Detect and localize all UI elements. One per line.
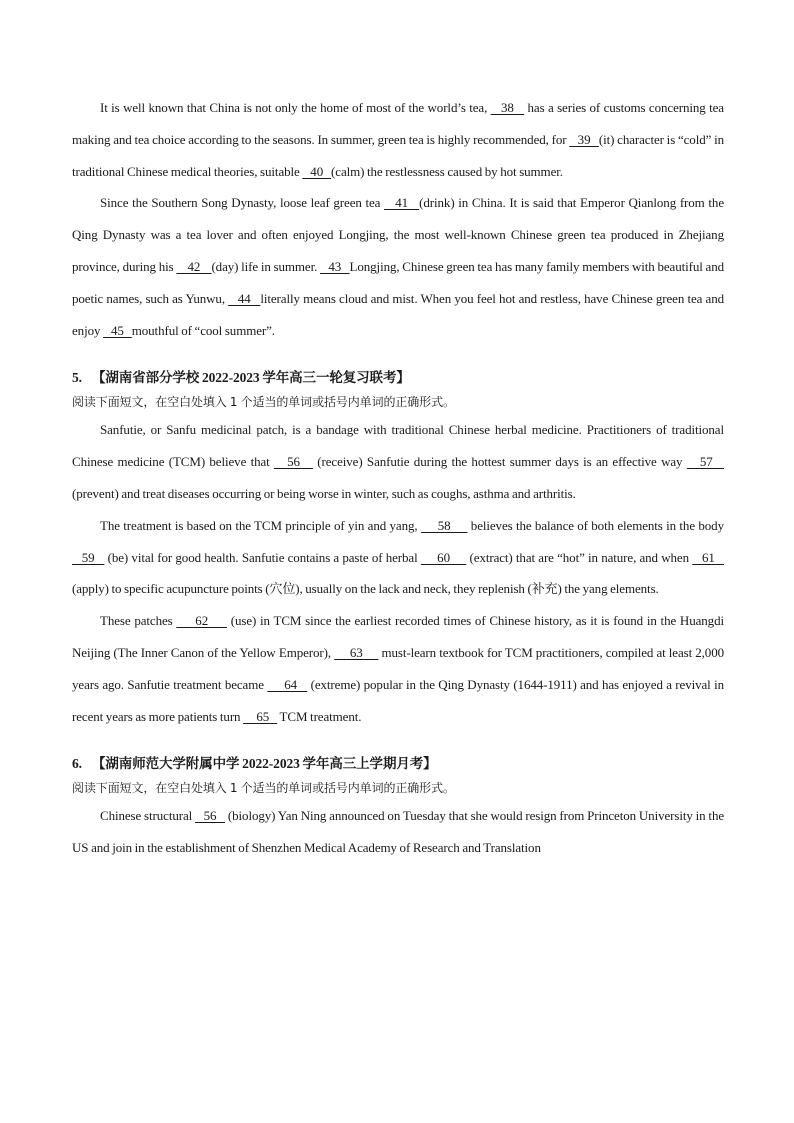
- text-run: literally means cloud and mist. When you feel hot and restless, have Chinese green tea and enjoy: [72, 290, 725, 338]
- answer-blank: 42: [176, 258, 212, 274]
- answer-blank: 64: [267, 676, 308, 692]
- paragraph: [72, 800, 724, 864]
- answer-blank: 40: [302, 163, 332, 179]
- text-run: These patches: [100, 613, 177, 629]
- text-run: must-learn textbook for TCM practitioners, compiled at least 2,000 years ago. Sanfutie treatment became: [72, 644, 724, 692]
- text-run: has a series of customs concerning tea making and tea choice according to the seasons. In summer, green tea is highly recommended, for: [72, 100, 724, 147]
- text-run: It is well known that China is not only the home of most of the world’s tea,: [100, 100, 491, 115]
- answer-blank: 63: [334, 644, 379, 660]
- answer-blank: 59: [72, 549, 105, 565]
- text-run: (use) in TCM since the earliest recorded times of Chinese history, as it is found in the Huangdi Neijing (The Inner Canon of the Yellow Emperor),: [72, 613, 724, 660]
- text-run: (it) character is “cold” in traditional Chinese medical theories, suitable: [72, 131, 724, 179]
- text-run: mouthful of “cool summer”.: [131, 322, 275, 338]
- answer-blank: 57: [686, 454, 724, 470]
- text-run: (biology) Yan Ning announced on Tuesday that she would resign from Princeton University in the US and join in the establishment of Shenzhen Medical Academy of Research and Translation: [72, 808, 725, 856]
- text-run: (drink) in China. It is said that Emperor Qianlong from the Qing Dynasty was a tea lover and often enjoyed Longjing, the most well-known Chinese green tea produced in Zhejiang province, during his: [72, 195, 724, 274]
- text-run: (prevent) and treat diseases occurring or being worse in winter, such as coughs, asthma and arthritis.: [72, 485, 576, 501]
- answer-blank: 56: [195, 808, 226, 824]
- text-run: Longjing, Chinese green tea has many family members with beautiful and poetic names, such as Yunwu,: [72, 258, 725, 306]
- text-run: Since the Southern Song Dynasty, loose leaf green tea: [100, 195, 385, 211]
- text-run: Sanfutie, or Sanfu medicinal patch, is a bandage with traditional Chinese herbal medicine. Practitioners of traditional Chinese medicine (TCM) believe that: [72, 422, 724, 470]
- answer-blank: 60: [420, 549, 467, 565]
- answer-blank: 65: [243, 708, 278, 724]
- paragraph: [72, 414, 724, 509]
- section-number: 6.: [72, 756, 82, 772]
- text-run: (calm) the restlessness caused by hot summer.: [331, 163, 563, 179]
- section-number: 5.: [72, 370, 82, 386]
- text-run: (apply) to specific acupuncture points (穴位), usually on the lack and neck, they replenish (补充) the yang elements.: [72, 581, 659, 597]
- document-page: [72, 92, 724, 864]
- text-run: (extract) that are “hot” in nature, and when: [466, 549, 693, 565]
- text-run: believes the balance of both elements in the body: [467, 517, 724, 533]
- section-heading: [72, 366, 724, 390]
- text-run: (be) vital for good health. Sanfutie contains a paste of herbal: [104, 549, 421, 565]
- answer-blank: 58: [420, 517, 468, 533]
- section-heading: [72, 752, 724, 776]
- text-run: (day) life in summer.: [211, 258, 321, 274]
- paragraph: [72, 510, 724, 605]
- answer-blank: 44: [228, 290, 261, 306]
- text-run: The treatment is based on the TCM principle of yin and yang,: [100, 517, 421, 533]
- answer-blank: 45: [103, 322, 132, 338]
- answer-blank: 38: [490, 100, 525, 115]
- paragraph: [72, 605, 724, 732]
- answer-blank: 43: [320, 258, 350, 274]
- answer-blank: 41: [384, 195, 420, 211]
- text-run: Chinese structural: [100, 808, 196, 824]
- section-title: 【湖南师范大学附属中学 2022-2023 学年高三上学期月考】: [92, 756, 437, 772]
- text-run: TCM treatment.: [277, 708, 362, 724]
- section-instruction: 阅读下面短文，在空白处填入 1 个适当的单词或括号内单词的正确形式。: [72, 395, 455, 410]
- paragraph: [72, 92, 724, 187]
- text-run: (receive) Sanfutie during the hottest summer days is an effective way: [312, 454, 687, 470]
- answer-blank: 62: [176, 613, 227, 629]
- section-title: 【湖南省部分学校 2022-2023 学年高三一轮复习联考】: [92, 370, 410, 386]
- answer-blank: 39: [569, 131, 599, 147]
- answer-blank: 56: [274, 454, 313, 470]
- text-run: (extreme) popular in the Qing Dynasty (1644-1911) and has enjoyed a revival in recent years as more patients turn: [72, 676, 724, 724]
- section-instruction: 阅读下面短文，在空白处填入 1 个适当的单词或括号内单词的正确形式。: [72, 781, 455, 796]
- answer-blank: 61: [692, 549, 725, 565]
- paragraph: [72, 187, 724, 346]
